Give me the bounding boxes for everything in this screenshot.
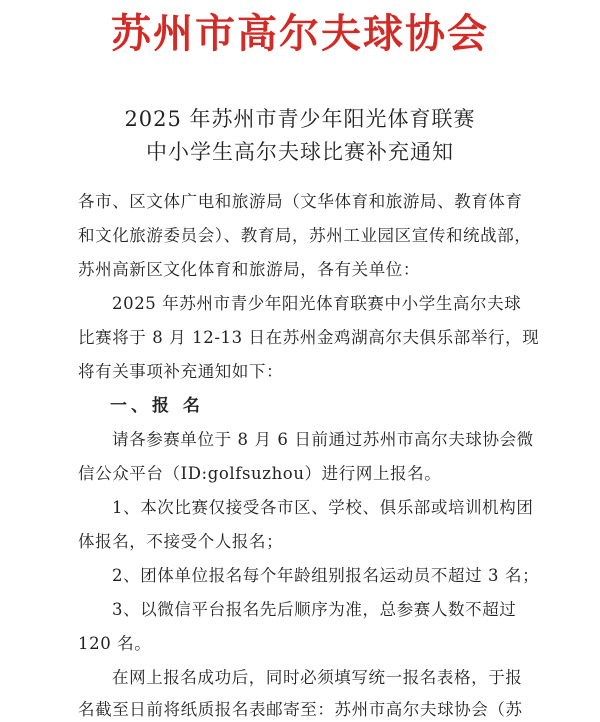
organization-header: 苏州市高尔夫球协会 — [111, 11, 489, 57]
intro-line-2: 比赛将于 8 月 12-13 日在苏州金鸡湖高尔夫俱乐部举行，现 — [78, 328, 540, 347]
rule-2-line-1: 2、团体单位报名每个年龄组别报名运动员不超过 3 名； — [112, 566, 540, 585]
addressee-line-3: 苏州高新区文化体育和旅游局，各有关单位： — [78, 260, 420, 279]
document-title-line-2: 中小学生高尔夫球比赛补充通知 — [146, 140, 454, 164]
registration-line-2: 信公众平台（ID:golfsuzhou）进行网上报名。 — [78, 464, 442, 483]
addressee-line-1: 各市、区文体广电和旅游局（文华体育和旅游局、教育体育 — [78, 192, 523, 211]
rule-3-line-2: 120 名。 — [78, 634, 152, 653]
rule-1-line-1: 1、本次比赛仅接受各市区、学校、俱乐部或培训机构团 — [112, 498, 534, 517]
rule-3-line-1: 3、以微信平台报名先后顺序为准，总参赛人数不超过 — [112, 600, 517, 619]
after-registration-line-1: 在网上报名成功后，同时必须填写统一报名表格，于报 — [112, 668, 523, 687]
registration-line-1: 请各参赛单位于 8 月 6 日前通过苏州市高尔夫球协会微 — [112, 430, 534, 449]
document-title-line-1: 2025 年苏州市青少年阳光体育联赛 — [124, 107, 476, 131]
intro-line-1: 2025 年苏州市青少年阳光体育联赛中小学生高尔夫球 — [112, 294, 522, 313]
addressee-line-2: 和文化旅游委员会）、教育局，苏州工业园区宣传和统战部， — [78, 226, 532, 245]
section-heading-registration: 一、报 名 — [110, 396, 204, 416]
intro-line-3: 将有关事项补充通知如下： — [78, 362, 284, 381]
rule-1-line-2: 体报名，不接受个人报名； — [78, 532, 284, 551]
after-registration-line-2: 名截至日前将纸质报名表邮寄至：苏州市高尔夫球协会（苏 — [78, 700, 523, 719]
